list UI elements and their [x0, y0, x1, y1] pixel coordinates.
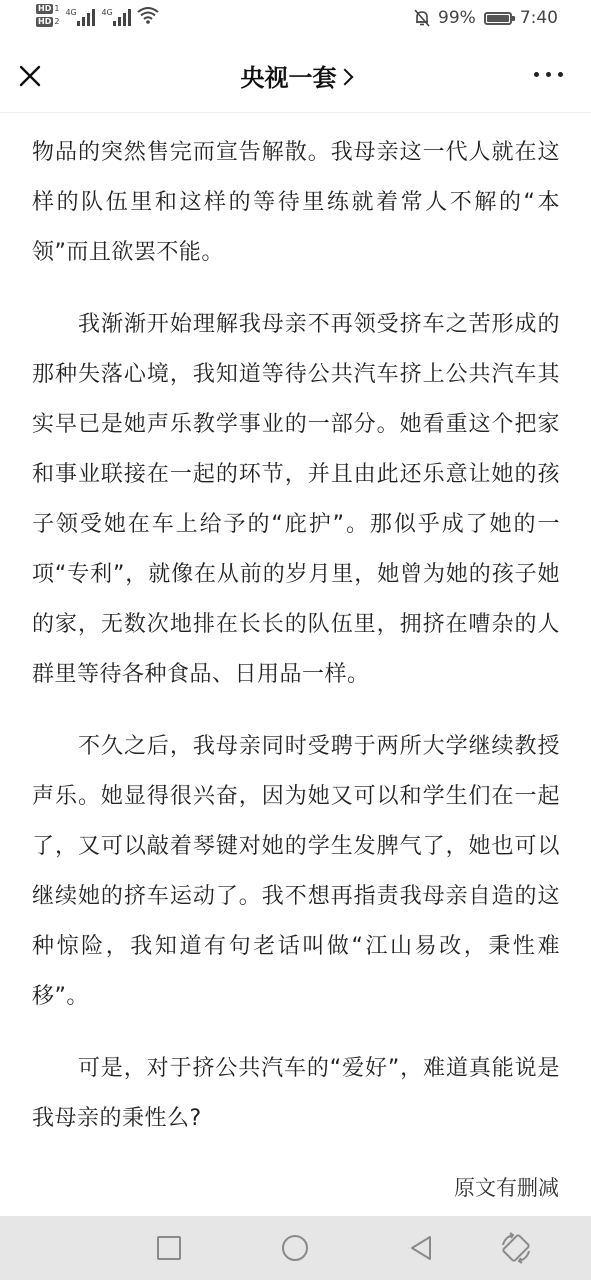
- back-button[interactable]: [391, 1216, 451, 1280]
- status-right: [414, 8, 558, 28]
- wifi-icon: [137, 6, 159, 24]
- article-paragraph: 物品的突然售完而宣告解散。我母亲这一代人就在这样的队伍里和这样的等待里练就着常人不解的“本领”而且欲罢不能。: [32, 140, 560, 265]
- status-left: [36, 4, 159, 27]
- rotate-screen-icon: [499, 1231, 533, 1265]
- circle-home-icon: [281, 1234, 309, 1262]
- more-options-button[interactable]: [534, 72, 563, 77]
- battery-icon: [484, 12, 512, 25]
- signal1-icon: [65, 4, 95, 26]
- chevron-right-icon: [336, 69, 353, 86]
- triangle-back-icon: [408, 1234, 434, 1262]
- battery-percent: 99%: [438, 8, 476, 28]
- abridged-note: 原文有删减: [454, 1176, 559, 1200]
- more-dot-icon: [558, 72, 563, 77]
- title-bar: [0, 42, 591, 113]
- square-recents-icon: [156, 1235, 182, 1261]
- signal2-icon: [101, 4, 131, 26]
- recents-button[interactable]: [139, 1216, 199, 1280]
- net1-label: 4G: [65, 8, 77, 17]
- sim2-indicator: [36, 17, 59, 27]
- article-paragraph: 我渐渐开始理解我母亲不再领受挤车之苦形成的那种失落心境，我知道等待公共汽车挤上公共汽车其实早已是她声乐教学事业的一部分。她看重这个把家和事业联接在一起的环节，并且由此还乐意让她的孩子领受她在车上给予的“庇护”。那似乎成了她的一项“专利”，就像在从前的岁月里，她曾为她的孩子她的家，无数次地排在长长的队伍里，拥挤在嘈杂的人群里等待各种食品、日用品一样。: [32, 312, 560, 687]
- more-dot-icon: [534, 72, 539, 77]
- article-paragraph: 可是，对于挤公共汽车的“爱好”，难道真能说是我母亲的秉性么?: [32, 1056, 560, 1131]
- sim1-hd-badge: HD: [38, 4, 52, 13]
- mute-bell-icon: [414, 9, 430, 27]
- sim2-hd-badge: HD: [38, 17, 52, 26]
- more-dot-icon: [546, 72, 551, 77]
- home-button[interactable]: [265, 1216, 325, 1280]
- status-bar: [0, 0, 591, 40]
- article-paragraph: 不久之后，我母亲同时受聘于两所大学继续教授声乐。她显得很兴奋，因为她又可以和学生们在一起了，又可以敲着琴键对她的学生发脾气了，她也可以继续她的挤车运动了。我不想再指责我母亲自造的这种惊险，我知道有句老话叫做“江山易改，秉性难移”。: [32, 734, 560, 1009]
- account-title-link[interactable]: [0, 58, 591, 93]
- net2-label: 4G: [101, 8, 113, 17]
- sim-indicators: [36, 4, 59, 27]
- sim1-number: 1: [54, 4, 60, 13]
- system-nav-bar: [0, 1216, 591, 1280]
- clock: 7:40: [519, 8, 558, 28]
- article-body: [32, 128, 560, 1144]
- rotate-screen-button[interactable]: [486, 1216, 546, 1280]
- sim2-number: 2: [54, 17, 60, 26]
- page-title: 央视一套: [240, 64, 337, 92]
- sim1-indicator: [36, 4, 59, 14]
